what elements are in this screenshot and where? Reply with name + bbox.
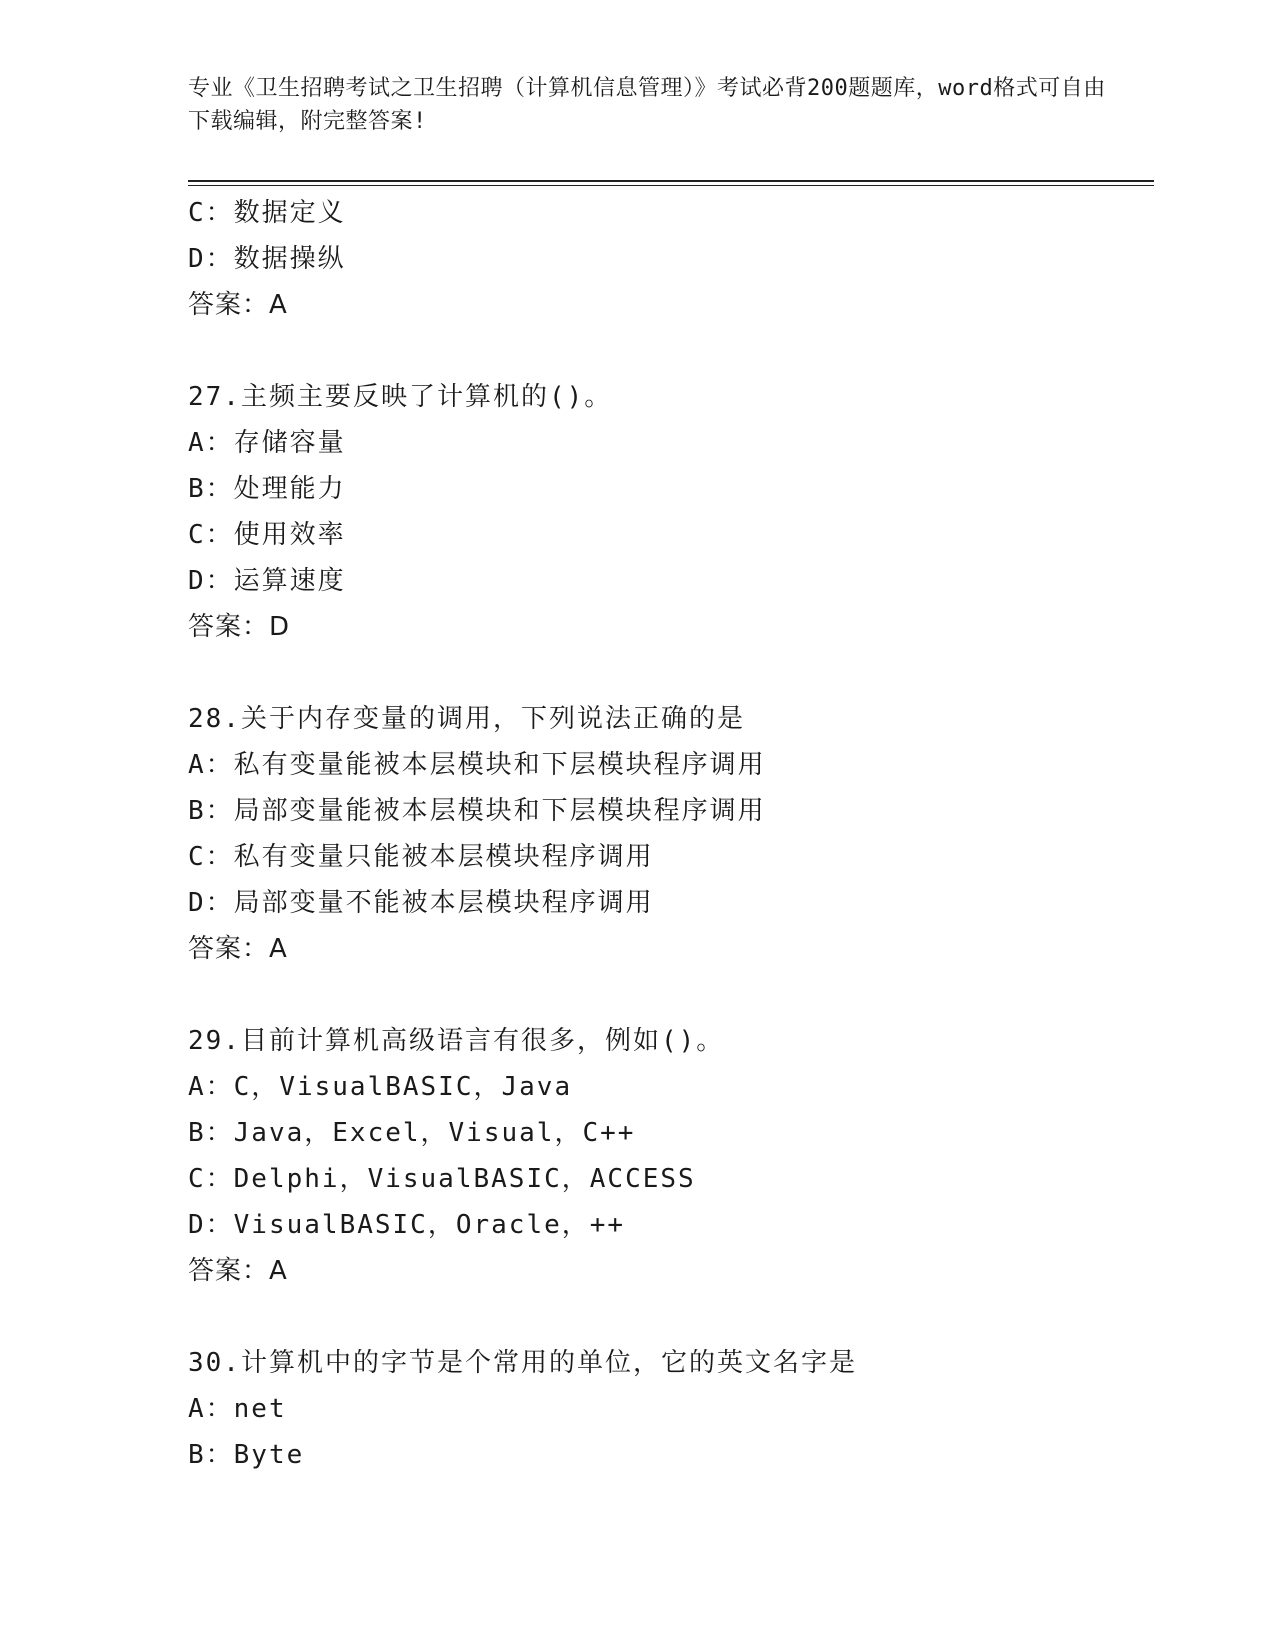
option-c: C：数据定义 bbox=[188, 198, 346, 228]
document-header: 专业《卫生招聘考试之卫生招聘（计算机信息管理）》考试必背200题题库，word格式可自由下载编辑，附完整答案! bbox=[188, 76, 1106, 134]
question-28 bbox=[188, 696, 1148, 972]
header-rule-thick bbox=[188, 180, 1154, 182]
answer: 答案：D bbox=[188, 612, 291, 642]
header-rule-thin bbox=[188, 185, 1154, 186]
option-c: C：私有变量只能被本层模块程序调用 bbox=[188, 842, 654, 872]
option-c: C：使用效率 bbox=[188, 520, 346, 550]
answer: 答案：A bbox=[188, 934, 288, 964]
question-stem: 29.目前计算机高级语言有很多，例如()。 bbox=[188, 1026, 725, 1056]
spacer bbox=[188, 1294, 1148, 1340]
option-b: B：处理能力 bbox=[188, 474, 346, 504]
option-a: A：net bbox=[188, 1394, 287, 1424]
answer: 答案：A bbox=[188, 1256, 288, 1286]
option-d: D：数据操纵 bbox=[188, 244, 346, 274]
option-b: B：Java，Excel，Visual，C++ bbox=[188, 1118, 636, 1148]
question-29 bbox=[188, 1018, 1148, 1294]
option-a: A：存储容量 bbox=[188, 428, 346, 458]
question-stem: 28.关于内存变量的调用，下列说法正确的是 bbox=[188, 704, 745, 734]
option-b: B：Byte bbox=[188, 1440, 305, 1470]
option-d: D：局部变量不能被本层模块程序调用 bbox=[188, 888, 654, 918]
option-d: D：VisualBASIC，Oracle，++ bbox=[188, 1210, 626, 1240]
question-stem: 30.计算机中的字节是个常用的单位，它的英文名字是 bbox=[188, 1348, 857, 1378]
question-27 bbox=[188, 374, 1148, 650]
option-a: A：私有变量能被本层模块和下层模块程序调用 bbox=[188, 750, 766, 780]
spacer bbox=[188, 650, 1148, 696]
spacer bbox=[188, 328, 1148, 374]
question-30 bbox=[188, 1340, 1148, 1478]
option-d: D：运算速度 bbox=[188, 566, 346, 596]
answer: 答案：A bbox=[188, 290, 288, 320]
option-b: B：局部变量能被本层模块和下层模块程序调用 bbox=[188, 796, 766, 826]
option-a: A：C，VisualBASIC，Java bbox=[188, 1072, 573, 1102]
document-body bbox=[188, 190, 1148, 1478]
option-c: C：Delphi，VisualBASIC，ACCESS bbox=[188, 1164, 696, 1194]
question-stem: 27.主频主要反映了计算机的()。 bbox=[188, 382, 613, 412]
question-26 bbox=[188, 190, 1148, 328]
spacer bbox=[188, 972, 1148, 1018]
